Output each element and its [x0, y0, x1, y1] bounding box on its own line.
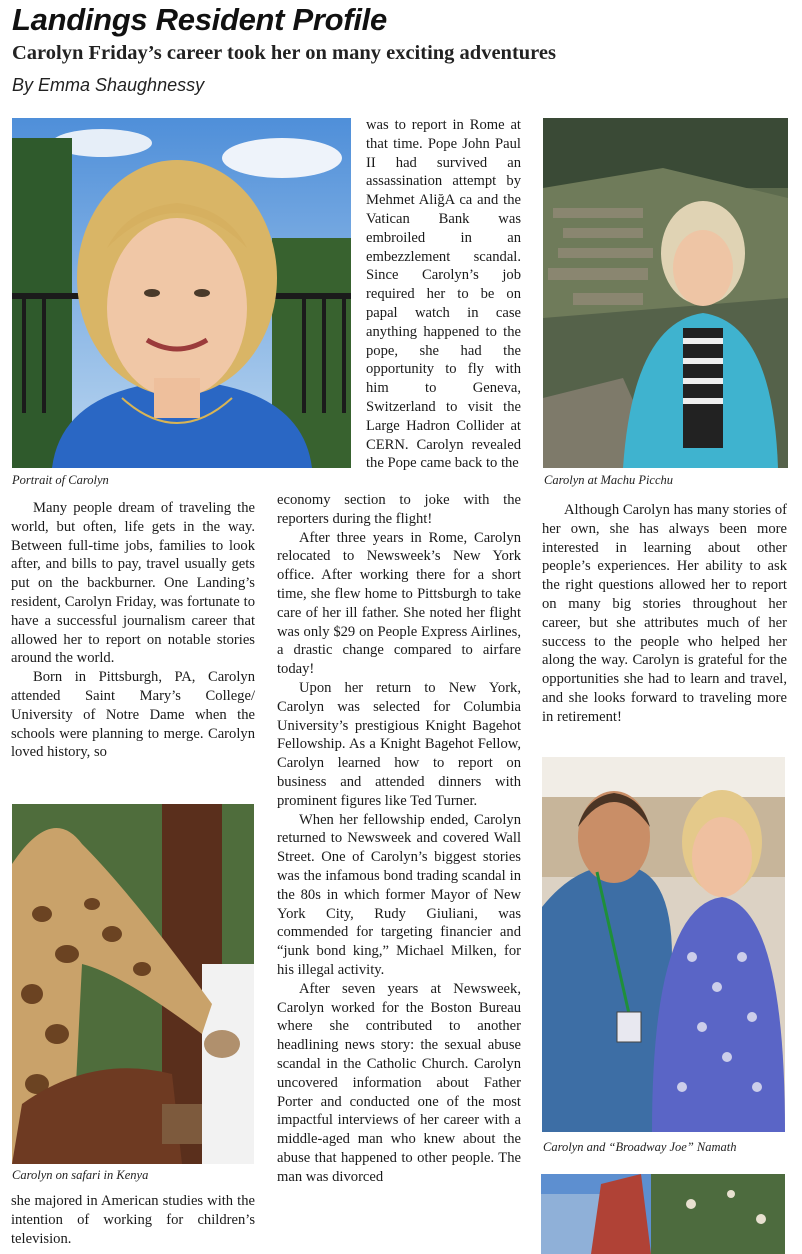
paragraph: Many people dream of traveling the world, but often, life gets in the way. Between full-time jobs, families to look after, and bills to pay, travel usually gets put on the backburner. One Landing’s resident, Carolyn Friday, was fortunate to have a successful journalism career that allowed her to report on notable stories around the world. — [11, 500, 255, 667]
paragraph: was to report in Rome at that time. Pope John Paul II had survived an assassination attempt by Mehmet AliğA ca and the Vatican Bank was embroiled in an embezzlement scandal. Since Carolyn’s job required her to be on papal watch in case anything happened to the pope, she had the opportunity to fly with him to Geneva, Switzerland to visit the Large Hadron Collider at CERN. Carolyn revealed the Pope came back to the — [366, 117, 521, 472]
namath-photo — [542, 757, 785, 1132]
namath-caption: Carolyn and “Broadway Joe” Namath — [543, 1140, 737, 1154]
subtitle: Carolyn Friday’s career took her on many exciting adventures — [12, 42, 556, 64]
kenya-caption: Carolyn on safari in Kenya — [12, 1168, 149, 1182]
portrait-photo — [12, 118, 351, 468]
paragraph: Born in Pittsburgh, PA, Carolyn attended Saint Mary’s College/ University of Notre Dame when the schools were planning to merge. Carolyn loved history, so — [11, 669, 255, 761]
kenya-safari-photo — [12, 804, 254, 1164]
article-column-2 — [277, 491, 521, 1186]
article-column-3 — [542, 501, 787, 727]
paragraph: she majored in American studies with the intention of working for children’s television. — [11, 1193, 255, 1247]
article-column-1-continued — [11, 1192, 255, 1248]
paragraph: When her fellowship ended, Carolyn returned to Newsweek and covered Wall Street. One of Carolyn’s biggest stories was the infamous bond trading scandal in the 80s in which former Mayor of New York City, Rudy Giuliani, was commended for targeting financier and “junk bond king,” Michael Milken, for his illegal activity. — [277, 811, 521, 978]
partial-photo — [541, 1174, 785, 1254]
paragraph: Upon her return to New York, Carolyn was selected for Columbia University’s prestigious Knight Bagehot Fellowship. As a Knight Bagehot Fellow, Carolyn learned how to report on business and attended dinners with prominent figures like Ted Turner. — [277, 679, 521, 809]
paragraph: After seven years at Newsweek, Carolyn worked for the Boston Bureau where she contributed to another headlining news story: the sexual abuse scandal in the Catholic Church. Carolyn uncovered information about Father Porter and conducted one of the most impactful interviews of her career with a middle-aged man who knew about the abuse that happened to other people. The man was divorced — [277, 980, 521, 1185]
byline: By Emma Shaughnessy — [12, 75, 205, 95]
paragraph: economy section to joke with the reporters during the flight! — [277, 492, 521, 527]
article-column-1 — [11, 499, 255, 762]
paragraph: Although Carolyn has many stories of her own, she has always been more interested in learning about other people’s experiences. Her ability to ask the right questions allowed her to report on many big stories throughout her career, but she attributes much of her success to the people who helped her along the way. Carolyn is grateful for the opportunities she had to learn and travel, and she looks forward to traveling more in retirement! — [542, 502, 787, 725]
machu-caption: Carolyn at Machu Picchu — [544, 473, 674, 487]
portrait-caption: Portrait of Carolyn — [12, 473, 109, 487]
page-title: Landings Resident Profile — [12, 2, 387, 37]
article-column-2-top — [366, 116, 521, 473]
paragraph: After three years in Rome, Carolyn relocated to Newsweek’s New York office. After working there for a short time, she flew home to Pittsburgh to take care of her ill father. She noted her flight was only $29 on People Express Airlines, a drastic change compared to airfare today! — [277, 529, 521, 678]
machu-picchu-photo — [543, 118, 788, 468]
